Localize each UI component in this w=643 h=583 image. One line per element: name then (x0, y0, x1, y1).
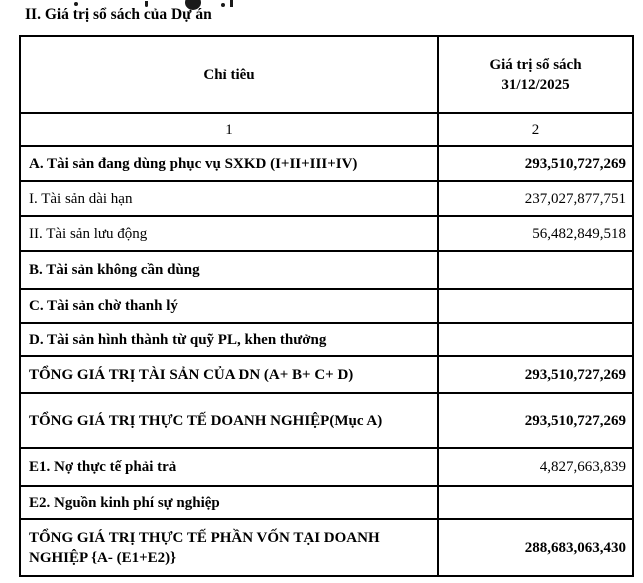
table-row (20, 251, 633, 289)
column-index-2: 2 (438, 113, 633, 146)
column-header-criteria: Chỉ tiêu (20, 36, 438, 113)
column-header-book-value (438, 36, 633, 113)
table-row (20, 146, 633, 181)
table-row (20, 181, 633, 216)
table-row (20, 289, 633, 323)
table-row (20, 356, 633, 393)
row-value (438, 323, 633, 356)
text-fragment (221, 3, 225, 7)
table-row (20, 486, 633, 519)
row-value: 56,482,849,518 (438, 216, 633, 251)
row-value: 293,510,727,269 (438, 356, 633, 393)
column-index-1: 1 (20, 113, 438, 146)
row-value: 288,683,063,430 (438, 519, 633, 576)
table-row (20, 519, 633, 576)
column-index-row (20, 113, 633, 146)
row-label: E1. Nợ thực tế phải trả (20, 448, 438, 486)
row-value (438, 251, 633, 289)
row-label: TỔNG GIÁ TRỊ TÀI SẢN CỦA DN (A+ B+ C+ D) (20, 356, 438, 393)
row-value: 237,027,877,751 (438, 181, 633, 216)
row-label: I. Tài sản dài hạn (20, 181, 438, 216)
section-title: II. Giá trị sổ sách của Dự án (25, 6, 212, 23)
row-label: A. Tài sản đang dùng phục vụ SXKD (I+II+III+IV) (20, 146, 438, 181)
row-value: 293,510,727,269 (438, 146, 633, 181)
table-row (20, 216, 633, 251)
table-header-row (20, 36, 633, 113)
row-value: 293,510,727,269 (438, 393, 633, 448)
row-label: II. Tài sản lưu động (20, 216, 438, 251)
text-fragment (230, 0, 233, 7)
row-label: E2. Nguồn kinh phí sự nghiệp (20, 486, 438, 519)
row-value: 4,827,663,839 (438, 448, 633, 486)
table-row (20, 448, 633, 486)
column-header-book-value-line1: Giá trị sổ sách (489, 56, 582, 73)
row-label: D. Tài sản hình thành từ quỹ PL, khen thưởng (20, 323, 438, 356)
row-label: TỔNG GIÁ TRỊ THỰC TẾ DOANH NGHIỆP(Mục A) (20, 393, 438, 448)
row-value (438, 289, 633, 323)
column-header-book-value-line2: 31/12/2025 (501, 76, 570, 93)
row-label: TỔNG GIÁ TRỊ THỰC TẾ PHẦN VỐN TẠI DOANH NGHIỆP {A- (E1+E2)} (20, 519, 438, 576)
table-row (20, 393, 633, 448)
row-value (438, 486, 633, 519)
row-label: C. Tài sản chờ thanh lý (20, 289, 438, 323)
book-value-table (19, 35, 634, 577)
row-label: B. Tài sản không cần dùng (20, 251, 438, 289)
table-row (20, 323, 633, 356)
